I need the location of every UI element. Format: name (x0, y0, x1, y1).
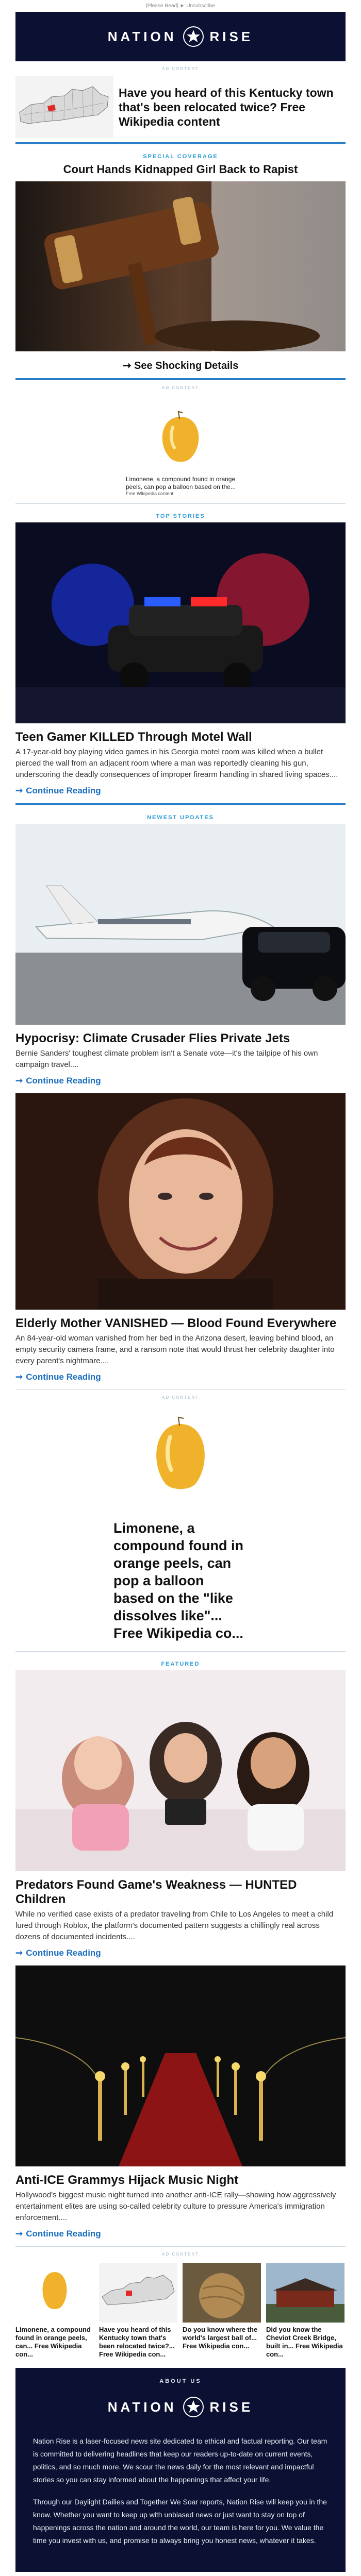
ad-label: AD CONTENT (162, 66, 199, 71)
ad-grid-item[interactable] (266, 2263, 344, 2359)
arrow-right-icon: ➞ (15, 1948, 23, 1958)
star-logo-icon (183, 2397, 204, 2417)
brand-logo[interactable] (33, 2397, 328, 2435)
arrow-right-icon: ➞ (15, 2229, 23, 2239)
about-us-label: ABOUT US (159, 2378, 202, 2384)
arrow-right-icon: ➞ (15, 786, 23, 795)
featured-label: FEATURED (161, 1661, 200, 1667)
police-car-image[interactable] (15, 522, 346, 726)
continue-reading-link[interactable]: ➞ Continue Reading (15, 1372, 101, 1382)
about-us-section (15, 2368, 346, 2572)
special-headline[interactable]: Court Hands Kidnapped Girl Back to Rapist (63, 163, 298, 176)
private-jet-image[interactable] (15, 824, 346, 1027)
continue-reading-link[interactable]: ➞ Continue Reading (15, 786, 101, 795)
preheader[interactable]: [Please Read] ► Unsubscribe (146, 3, 215, 9)
story-title[interactable]: Teen Gamer KILLED Through Motel Wall (15, 730, 252, 744)
story-card (15, 1965, 346, 2246)
special-coverage-label: SPECIAL COVERAGE (143, 154, 218, 160)
ad-big-text[interactable]: Limonene, a compound found in orange peels, can pop a balloon based on the "like dissolves like"... Free Wikipedia co... (113, 1520, 243, 1641)
newest-updates-label: NEWEST UPDATES (147, 815, 214, 821)
ad-grid-item[interactable] (99, 2263, 177, 2359)
story-card (15, 522, 346, 803)
story-title[interactable]: Anti-ICE Grammys Hijack Music Night (15, 2173, 239, 2187)
ad-grid-item[interactable] (183, 2263, 261, 2359)
kentucky-map-image[interactable] (99, 2263, 177, 2323)
ad-kentucky[interactable] (15, 74, 346, 142)
ad-caption[interactable]: Limonene, a compound found in orange peels, can... Free Wikipedia con... (15, 2326, 91, 2358)
ad-kentucky-text[interactable]: Have you heard of this Kentucky town that's been relocated twice? Free Wikipedia content (119, 86, 334, 128)
ad-limonene-big[interactable] (15, 1403, 346, 1651)
kentucky-map-image[interactable] (15, 76, 113, 138)
continue-reading-link[interactable]: ➞ Continue Reading (15, 2229, 101, 2239)
story-body: A 17-year-old boy playing video games in his Georgia motel room was killed when a bullet pierced the wall from an adjacent room where a man was reportedly cleaning his gun, underscoring the deadly consequences of improper firearm handling in shared living spaces.... (15, 748, 338, 779)
yellow-balloon-image[interactable] (113, 1406, 248, 1514)
ad-caption[interactable]: Have you heard of this Kentucky town that's been relocated twice?... Free Wikipedia con... (99, 2326, 175, 2358)
about-paragraph: Nation Rise is a laser-focused news site dedicated to ethical and factual reporting. Our team is committed to delivering headlines that keep our readers up-to-date on current events, politics, and so much more. We scour the news daily for the most relevant and impactful stories so you can stay informed about the happenings that affect your life. (33, 2437, 327, 2484)
ad-label: AD CONTENT (162, 2252, 199, 2257)
arrow-right-icon: ➞ (15, 1076, 23, 1086)
brand-logo[interactable] (108, 26, 253, 47)
children-phone-image[interactable] (15, 1670, 346, 1874)
top-stories-label: TOP STORIES (156, 513, 205, 519)
ad-grid-item[interactable] (15, 2263, 94, 2359)
story-card (15, 1670, 346, 1965)
story-card (15, 1093, 346, 1389)
ad-caption[interactable]: Did you know the Cheviot Creek Bridge, built in... Free Wikipedia con... (266, 2326, 343, 2358)
yellow-balloon-image[interactable] (124, 396, 237, 473)
story-title[interactable]: Hypocrisy: Climate Crusader Flies Private Jets (15, 1031, 290, 1045)
ad-grid (15, 2260, 346, 2368)
brand-name-right: RISE (209, 28, 254, 44)
ad-label: AD CONTENT (162, 385, 199, 390)
story-body: While no verified case exists of a predator traveling from Chile to Los Angeles to meet a child lured through Roblox, the platform's documented pattern suggests a chillingly real across dozens of documented incidents.... (15, 1910, 334, 1941)
brand-name-left: NATION (107, 2399, 177, 2415)
disclaimer-section (15, 2572, 346, 2576)
continue-reading-link[interactable]: ➞ Continue Reading (15, 1948, 101, 1958)
ad-label: AD CONTENT (162, 1395, 199, 1400)
story-body: Bernie Sanders' toughest climate problem isn't a Senate vote—it's the tailpipe of his own campaign travel.... (15, 1049, 318, 1069)
masthead (15, 12, 346, 61)
yellow-balloon-image[interactable] (15, 2263, 94, 2323)
arrow-right-icon: ➞ (122, 360, 132, 371)
brand-name-left: NATION (107, 28, 177, 44)
ad-limonene-small[interactable] (15, 393, 346, 503)
special-cta[interactable]: ➞ See Shocking Details (122, 360, 239, 371)
story-body: Hollywood's biggest music night turned into another anti-ICE rally—showing how aggressively entertainment elites are using so-called celebrity culture to pressure America's immigration enforcement.... (15, 2191, 336, 2222)
story-body: An 84-year-old woman vanished from her bed in the Arizona desert, leaving behind blood, an empty security camera frame, and a ransom note that would thrust her celebrity daughter into every parent's nightmare.... (15, 1334, 335, 1365)
story-title[interactable]: Elderly Mother VANISHED — Blood Found Everywhere (15, 1316, 337, 1330)
story-card (15, 824, 346, 1093)
gavel-image[interactable] (15, 181, 346, 354)
ad-caption[interactable]: Limonene, a compound found in orange peels, can pop a balloon based on the... (126, 476, 236, 490)
twine-ball-image[interactable] (183, 2263, 261, 2323)
ad-card[interactable] (124, 396, 237, 496)
red-carpet-image[interactable] (15, 1965, 346, 2169)
story-title[interactable]: Predators Found Game's Weakness — HUNTED Children (15, 1878, 297, 1906)
ad-source: Free Wikipedia content (126, 491, 174, 496)
star-logo-icon (183, 26, 204, 47)
ad-caption[interactable]: Do you know where the world's largest ball of... Free Wikipedia con... (183, 2326, 258, 2350)
covered-bridge-image[interactable] (266, 2263, 344, 2323)
elderly-woman-image[interactable] (15, 1093, 346, 1312)
about-paragraph: Through our Daylight Dailies and Together We Soar reports, Nation Rise will keep you in the know. Whether you want to keep up with unbiased news or just want to stay on top of happenings across the nation and around the world, our team is here for you. We value the time you invest with us, and promise to always bring you honest news, whatever it takes. (33, 2498, 327, 2545)
brand-name-right: RISE (209, 2399, 254, 2415)
arrow-right-icon: ➞ (15, 1372, 23, 1382)
continue-reading-link[interactable]: ➞ Continue Reading (15, 1076, 101, 1086)
